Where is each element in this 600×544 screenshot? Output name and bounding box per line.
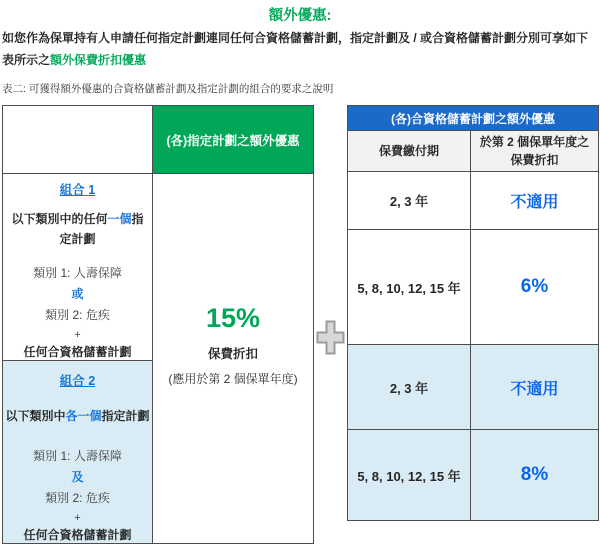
table-row [348, 172, 599, 230]
intro-highlight: 額外保費折扣優惠 [50, 53, 147, 67]
page-title: 額外優惠: [268, 8, 332, 24]
column-header-premium-term: 保費繳付期 [348, 131, 471, 172]
combo-2-category-2: 類別 2: 危疾 [45, 491, 110, 505]
table-caption: 表二: 可獲得額外優惠的合資格儲蓄計劃及指定計劃的組合的要求之說明 [2, 83, 334, 95]
combo-2-connector: 及 [71, 470, 84, 484]
combo-1-plus-sign: + [74, 329, 81, 341]
table-row [348, 430, 599, 521]
combo-1-link[interactable]: 組合 1 [59, 183, 96, 197]
combo-1-connector: 或 [71, 287, 84, 301]
premium-term-value: 5, 8, 10, 12, 15 年 [348, 230, 471, 345]
combo-2-highlight: 各一個 [65, 409, 102, 423]
table-row [348, 230, 599, 345]
combo-1-category-1: 類別 1: 人壽保障 [33, 266, 122, 280]
discount-value: 8% [471, 430, 599, 521]
combo-1-highlight: 一個 [107, 212, 132, 226]
combo-2-plus-sign: + [74, 512, 81, 524]
premium-term-value: 2, 3 年 [348, 345, 471, 430]
combination-table [2, 105, 314, 544]
combo-2-cell [3, 361, 153, 544]
discount-percentage: 15% [205, 302, 261, 333]
combo-2-link[interactable]: 組合 2 [59, 374, 96, 388]
discount-value: 不適用 [471, 172, 599, 230]
premium-term-value: 2, 3 年 [348, 172, 471, 230]
designated-plan-header: (各)指定計劃之額外優惠 [153, 106, 314, 174]
plus-icon [316, 320, 345, 355]
designated-plan-discount-cell [153, 174, 314, 544]
discount-value: 6% [471, 230, 599, 345]
combo-1-cell [3, 174, 153, 361]
table-row [348, 345, 599, 430]
discount-note: (應用於第 2 個保單年度) [168, 371, 298, 386]
combo-1-savings-plan: 任何合資格儲蓄計劃 [23, 345, 132, 359]
empty-header-cell [3, 106, 153, 174]
premium-term-value: 5, 8, 10, 12, 15 年 [348, 430, 471, 521]
discount-value: 不適用 [471, 345, 599, 430]
discount-label: 保費折扣 [207, 346, 258, 361]
combo-2-description: 以下類別中各一個指定計劃 [5, 409, 150, 423]
combo-2-category-1: 類別 1: 人壽保障 [33, 449, 122, 463]
intro-paragraph [2, 27, 598, 71]
combo-1-description: 以下類別中的任何一個指定計劃 [11, 212, 144, 246]
combo-2-savings-plan: 任何合資格儲蓄計劃 [23, 528, 132, 542]
savings-plan-table [347, 105, 599, 521]
combo-1-category-2: 類別 2: 危疾 [45, 308, 110, 322]
column-header-discount: 於第 2 個保單年度之保費折扣 [471, 131, 599, 172]
savings-plan-header: (各)合資格儲蓄計劃之額外優惠 [348, 106, 599, 131]
intro-text: 如您作為保單持有人申請任何指定計劃連同任何合資格儲蓄計劃，指定計劃及 / 或合資格儲蓄計劃分別可享如下表所示之 [2, 31, 589, 67]
